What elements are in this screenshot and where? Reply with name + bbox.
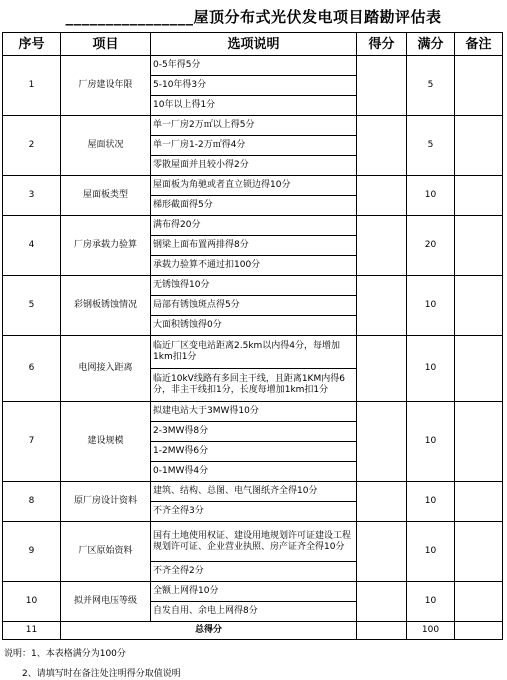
table-row	[3, 402, 503, 422]
item-name: 原厂房设计资料	[61, 482, 151, 522]
option-text: 钢梁上面布置两排得8分	[151, 236, 357, 256]
table-row	[3, 582, 503, 602]
item-name: 屋面状况	[61, 116, 151, 176]
full-score: 10	[407, 402, 455, 482]
option-text: 不齐全得2分	[151, 562, 357, 582]
option-text: 无锈蚀得10分	[151, 276, 357, 296]
table-row	[3, 176, 503, 196]
remark-cell[interactable]	[455, 176, 503, 216]
score-cell[interactable]	[357, 276, 407, 336]
table-row	[3, 116, 503, 136]
option-text: 承载力验算不通过扣100分	[151, 256, 357, 276]
remark-cell[interactable]	[455, 216, 503, 276]
remark-cell[interactable]	[455, 522, 503, 582]
option-text: 自发自用、余电上网得8分	[151, 602, 357, 622]
item-name: 厂房建设年限	[61, 56, 151, 116]
score-cell[interactable]	[357, 402, 407, 482]
score-cell[interactable]	[357, 482, 407, 522]
row-number: 4	[3, 216, 61, 276]
table-row	[3, 336, 503, 369]
item-name: 电网接入距离	[61, 336, 151, 402]
score-cell[interactable]	[357, 176, 407, 216]
row-number: 5	[3, 276, 61, 336]
option-text: 屋面板为角驰或者直立锁边得10分	[151, 176, 357, 196]
option-text: 满布得20分	[151, 216, 357, 236]
full-score: 10	[407, 276, 455, 336]
remark-cell[interactable]	[455, 276, 503, 336]
full-score: 10	[407, 482, 455, 522]
option-text: 国有土地使用权证、建设用地规划许可证建设工程规划许可证、企业营业执照、房产证齐全得10分	[151, 522, 357, 562]
option-text: 梯形截面得5分	[151, 196, 357, 216]
full-score: 20	[407, 216, 455, 276]
table-row	[3, 216, 503, 236]
score-cell[interactable]	[357, 116, 407, 176]
row-number: 7	[3, 402, 61, 482]
full-score: 10	[407, 522, 455, 582]
row-number: 8	[3, 482, 61, 522]
row-number: 3	[3, 176, 61, 216]
remark-cell[interactable]	[455, 56, 503, 116]
option-text: 临近10kV线路有多回主干线，且距离1KM内得6分，非主干线扣1分，长度每增加1km扣1分	[151, 369, 357, 402]
row-number: 10	[3, 582, 61, 622]
header-options: 选项说明	[151, 33, 357, 56]
header-remark: 备注	[455, 33, 503, 56]
full-score: 5	[407, 56, 455, 116]
option-text: 局部有锈蚀斑点得5分	[151, 296, 357, 316]
full-score: 10	[407, 176, 455, 216]
option-text: 0-5年得5分	[151, 56, 357, 76]
option-text: 2-3MW得8分	[151, 422, 357, 442]
full-score: 10	[407, 582, 455, 622]
option-text: 10年以上得1分	[151, 96, 357, 116]
remark-cell[interactable]	[455, 402, 503, 482]
row-number: 9	[3, 522, 61, 582]
score-cell[interactable]	[357, 56, 407, 116]
header-no: 序号	[3, 33, 61, 56]
total-full: 100	[407, 622, 455, 640]
item-name: 彩钢板锈蚀情况	[61, 276, 151, 336]
row-number: 6	[3, 336, 61, 402]
evaluation-table	[2, 32, 503, 640]
item-name: 厂区原始资料	[61, 522, 151, 582]
table-row	[3, 522, 503, 562]
option-text: 单一厂房1-2万㎡得4分	[151, 136, 357, 156]
option-text: 全额上网得10分	[151, 582, 357, 602]
full-score: 5	[407, 116, 455, 176]
row-number: 2	[3, 116, 61, 176]
header-full: 满分	[407, 33, 455, 56]
score-cell[interactable]	[357, 582, 407, 622]
total-remark-cell[interactable]	[455, 622, 503, 640]
option-text: 拟建电站大于3MW得10分	[151, 402, 357, 422]
header-score: 得分	[357, 33, 407, 56]
total-score-cell[interactable]	[357, 622, 407, 640]
option-text: 临近厂区变电站距离2.5km以内得4分，每增加1km扣1分	[151, 336, 357, 369]
item-name: 屋面板类型	[61, 176, 151, 216]
table-row	[3, 56, 503, 76]
remark-cell[interactable]	[455, 336, 503, 402]
option-text: 5-10年得3分	[151, 76, 357, 96]
note-2: 2、请填写时在备注处注明得分取值说明	[22, 669, 181, 679]
option-text: 不齐全得3分	[151, 502, 357, 522]
score-cell[interactable]	[357, 522, 407, 582]
option-text: 建筑、结构、总图、电气图纸齐全得10分	[151, 482, 357, 502]
score-cell[interactable]	[357, 216, 407, 276]
note-1: 说明：1、本表格满分为100分	[4, 649, 126, 659]
table-row	[3, 482, 503, 502]
option-text: 0-1MW得4分	[151, 462, 357, 482]
option-text: 1-2MW得6分	[151, 442, 357, 462]
option-text: 零散屋面并且较小得2分	[151, 156, 357, 176]
total-row	[3, 622, 503, 640]
header-row	[3, 33, 503, 56]
row-number: 1	[3, 56, 61, 116]
total-label: 总得分	[61, 622, 357, 640]
full-score: 10	[407, 336, 455, 402]
item-name: 厂房承载力验算	[61, 216, 151, 276]
sheet-title: ________________屋顶分布式光伏发电项目踏勘评估表	[65, 7, 442, 26]
remark-cell[interactable]	[455, 116, 503, 176]
option-text: 大面积锈蚀得0分	[151, 316, 357, 336]
item-name: 建设规模	[61, 402, 151, 482]
item-name: 拟并网电压等级	[61, 582, 151, 622]
score-cell[interactable]	[357, 336, 407, 402]
total-number: 11	[3, 622, 61, 640]
remark-cell[interactable]	[455, 482, 503, 522]
remark-cell[interactable]	[455, 582, 503, 622]
option-text: 单一厂房2万㎡以上得5分	[151, 116, 357, 136]
table-row	[3, 276, 503, 296]
header-item: 项目	[61, 33, 151, 56]
